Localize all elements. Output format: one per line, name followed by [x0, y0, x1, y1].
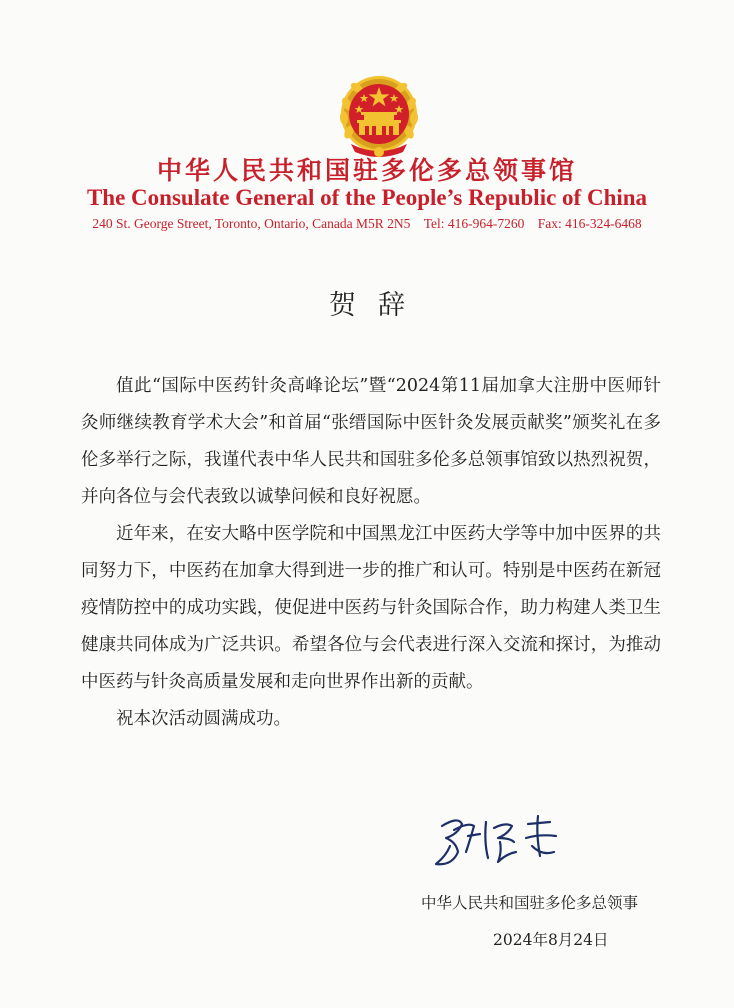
paragraph-2: 近年来，在安大略中医学院和中国黑龙江中医药大学等中加中医界的共同努力下，中医药在加拿大得到进一步的推广和认可。特别是中医药在新冠疫情防控中的成功实践，使促进中医药与针灸国际合作，助力构建人类卫生健康共同体成为广泛共识。希望各位与会代表进行深入交流和探讨，为推动中医药与针灸高质量发展和走向世界作出新的贡献。 [81, 524, 661, 692]
paragraph-1: 值此“国际中医药针灸高峰论坛”暨“2024第11届加拿大注册中医师针灸师继续教育学术大会”和首届“张缙国际中医针灸发展贡献奖”颁奖礼在多伦多举行之际，我谨代表中华人民共和国驻多伦多总领事馆致以热烈祝贺，并向各位与会代表致以诚挚问候和良好祝愿。 [81, 376, 661, 507]
consulate-name-cn: 中华人民共和国驻多伦多总领事馆 [156, 156, 577, 185]
letter-date: 2024年8月24日 [493, 931, 609, 949]
consulate-tel: Tel: 416-964-7260 [423, 216, 525, 231]
signatory-organization-text: 中华人民共和国驻多伦多总领事 [421, 894, 639, 912]
national-emblem-icon [337, 74, 421, 158]
consulate-address: 240 St. George Street, Toronto, Ontario, Canada M5R 2N5 [92, 216, 411, 231]
consulate-fax: Fax: 416-324-6468 [537, 216, 642, 231]
paragraph-3: 祝本次活动圆满成功。 [116, 709, 291, 729]
handwritten-signature [428, 812, 578, 874]
letter-body [81, 368, 661, 738]
consulate-name-en: The Consulate General of the People’s Republic of China [86, 185, 648, 210]
letter-title: 贺辞 [329, 290, 427, 321]
consulate-contact-line [0, 215, 734, 233]
